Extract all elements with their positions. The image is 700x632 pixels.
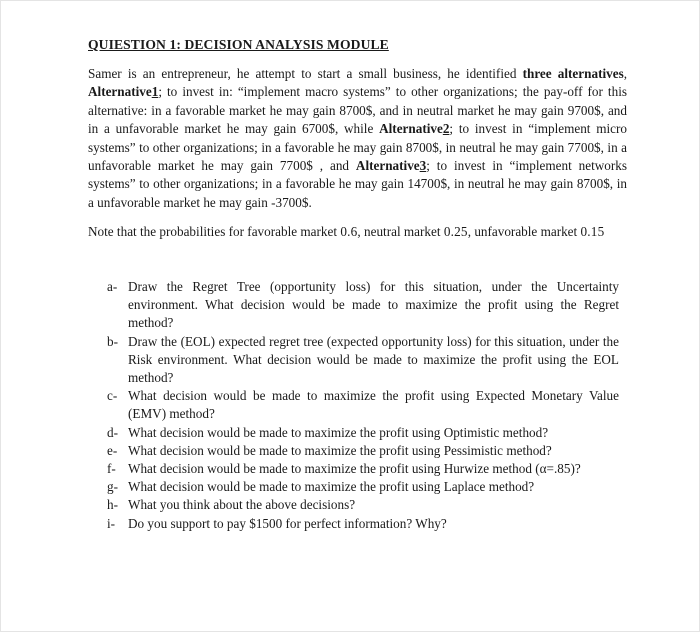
sub-question-item [107, 442, 619, 460]
item-text: What decision would be made to maximize the profit using Laplace method? [128, 479, 535, 495]
sub-question-item [107, 496, 619, 514]
alternative-1-label: Alternative1 [88, 84, 159, 100]
item-marker: b- [107, 333, 118, 349]
item-text: What decision would be made to maximize the profit using Expected Monetary Value (EMV) method? [128, 388, 619, 422]
sub-question-item [107, 333, 619, 388]
alternative-2-description: ; to invest in “implement micro systems” to other organizations; in a favorable he may gain 8700$, in neutral he may gain 7700$, in a unfavorable market he may gain 7700$ , and [88, 121, 627, 174]
sub-question-item [107, 460, 619, 478]
sub-question-item [107, 278, 619, 333]
question-title: QUIESTION 1: DECISION ANALYSIS MODULE [88, 37, 389, 52]
scenario-paragraph [88, 65, 627, 212]
intro-text: Samer is an entrepreneur, he attempt to start a small business, he identified [88, 66, 523, 81]
item-marker: i- [107, 515, 116, 531]
item-marker: f- [107, 461, 116, 477]
sub-question-item [107, 387, 619, 423]
item-marker: a- [107, 279, 118, 294]
item-marker: h- [107, 497, 118, 513]
item-text: What decision would be made to maximize the profit using Hurwize method (α=.85)? [128, 461, 581, 477]
alternative-3-label: Alternative3 [355, 158, 427, 174]
alternative-1-description: ; to invest in: “implement macro systems” to other organizations; the pay-off for this alternative: in a favorable market he may gain 8700$, and in neutral market he may gain 9700$, and in a unfavorable market he may gain 6700$, while [88, 84, 627, 137]
alternative-2-label: Alternative2 [379, 121, 450, 137]
sub-question-list [107, 278, 619, 533]
alternative-3-description: ; to invest in “implement networks systems” to other organizations; in a favorable he may gain 14700$, in neutral he may gain 8700$, in a unfavorable market he may gain -3700$. [88, 158, 627, 210]
item-text: What decision would be made to maximize the profit using Pessimistic method? [128, 442, 552, 458]
item-text: What you think about the above decisions? [128, 497, 356, 513]
three-alternatives-emphasis: three alternatives [522, 66, 624, 81]
item-text: Draw the (EOL) expected regret tree (expected opportunity loss) for this situation, under the Risk environment. What decision would be made to maximize the profit using the EOL method? [128, 333, 619, 386]
probability-note: Note that the probabilities for favorable market 0.6, neutral market 0.25, unfavorable market 0.15 [88, 224, 605, 239]
favorable-probability: 0.6 [340, 224, 358, 239]
item-text: Do you support to pay $1500 for perfect information? Why? [128, 515, 447, 531]
item-marker: c- [107, 388, 118, 404]
intro-text: , [623, 66, 628, 81]
sub-question-item [107, 478, 619, 496]
item-marker: g- [107, 479, 118, 495]
sub-question-item [107, 424, 619, 442]
unfavorable-probability: 0.15 [580, 224, 605, 239]
item-marker: d- [107, 424, 118, 440]
item-text: What decision would be made to maximize the profit using Optimistic method? [128, 424, 549, 440]
item-text: Draw the Regret Tree (opportunity loss) for this situation, under the Uncertainty environment. What decision would be made to maximize the profit using the Regret method? [128, 279, 619, 331]
neutral-probability: 0.25 [443, 224, 468, 239]
sub-question-item [107, 515, 619, 533]
item-marker: e- [107, 442, 118, 458]
